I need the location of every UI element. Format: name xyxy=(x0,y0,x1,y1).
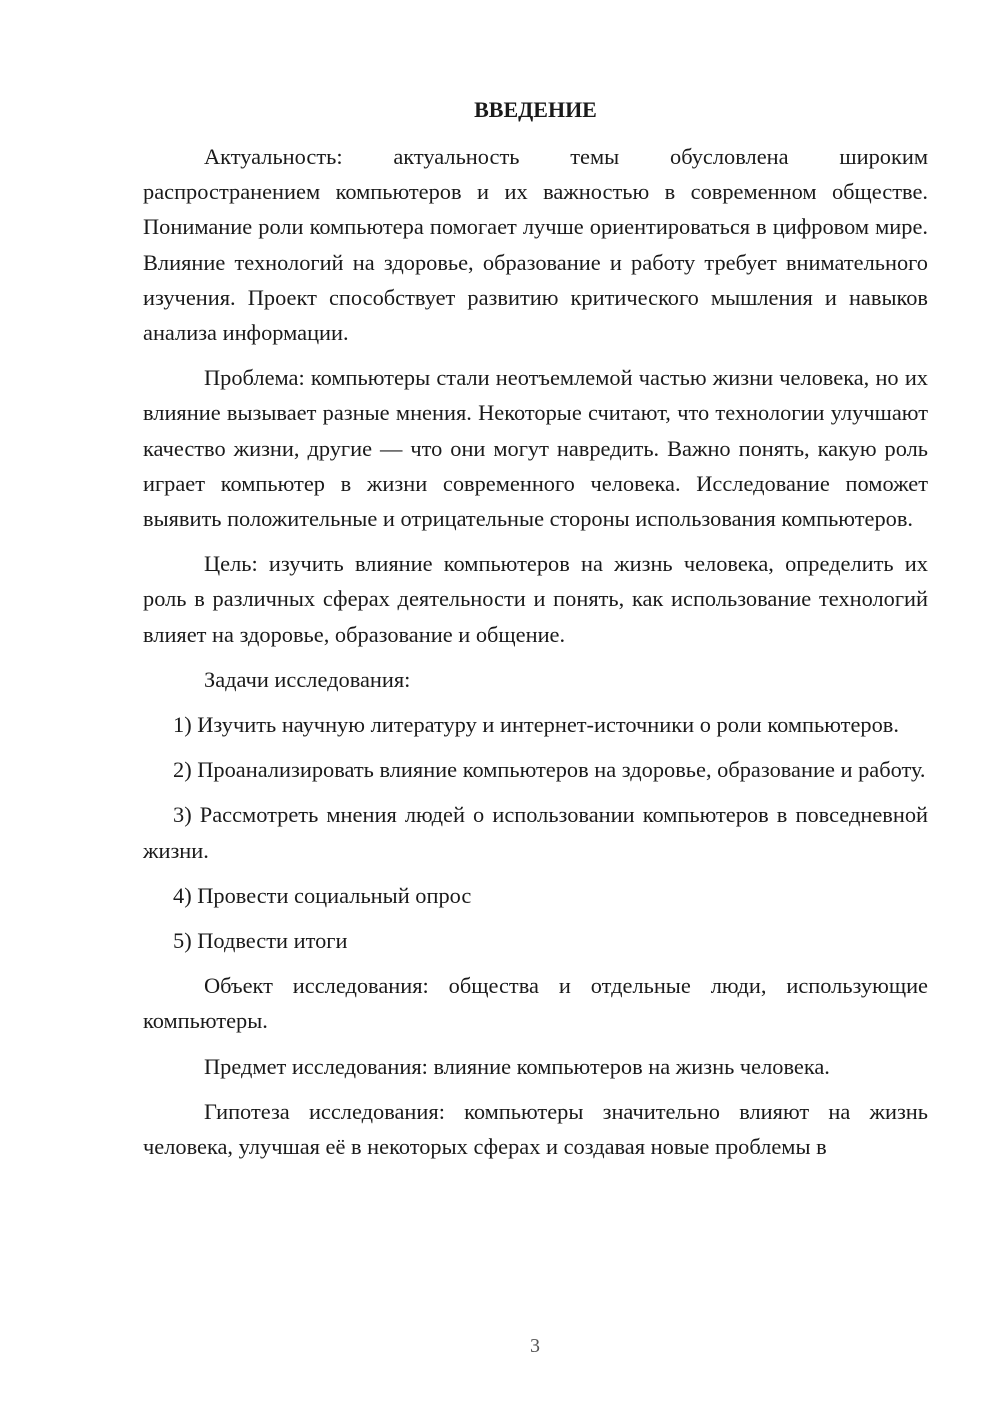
object-paragraph: Объект исследования: общества и отдельные люди, использующие компьютеры. xyxy=(143,973,928,1034)
task-item-3: 3) Рассмотреть мнения людей о использовании компьютеров в повседневной жизни. xyxy=(143,802,928,863)
subject-paragraph: Предмет исследования: влияние компьютеров на жизнь человека. xyxy=(204,1053,830,1079)
relevance-paragraph: Актуальность: актуальность темы обусловлена широким распространением компьютеров и их важностью в современном обществе. Понимание роли компьютера помогает лучше ориентироваться в цифровом мире. Влияние технологий на здоровье, образование и работу требует внимательного изучения. Проект способствует развитию критического мышления и навыков анализа информации. xyxy=(143,144,928,346)
task-item-4: 4) Провести социальный опрос xyxy=(173,882,472,908)
task-item-1: 1) Изучить научную литературу и интернет-источники о роли компьютеров. xyxy=(173,712,899,738)
page-number: 3 xyxy=(530,1335,540,1357)
section-heading: ВВЕДЕНИЕ xyxy=(474,97,597,122)
task-item-5: 5) Подвести итоги xyxy=(173,928,348,954)
hypothesis-paragraph: Гипотеза исследования: компьютеры значительно влияют на жизнь человека, улучшая её в некоторых сферах и создавая новые проблемы в xyxy=(143,1098,928,1160)
task-item-2: 2) Проанализировать влияние компьютеров на здоровье, образование и работу. xyxy=(173,757,926,783)
tasks-heading: Задачи исследования: xyxy=(204,666,411,692)
page-content xyxy=(143,92,928,1174)
goal-paragraph: Цель: изучить влияние компьютеров на жизнь человека, определить их роль в различных сферах деятельности и понять, как использование технологий влияет на здоровье, образование и общение. xyxy=(143,551,928,647)
problem-paragraph: Проблема: компьютеры стали неотъемлемой частью жизни человека, но их влияние вызывает разные мнения. Некоторые считают, что технологии улучшают качество жизни, другие — что они могут навредить. Важно понять, какую роль играет компьютер в жизни современного человека. Исследование поможет выявить положительные и отрицательные стороны использования компьютеров. xyxy=(143,365,928,532)
